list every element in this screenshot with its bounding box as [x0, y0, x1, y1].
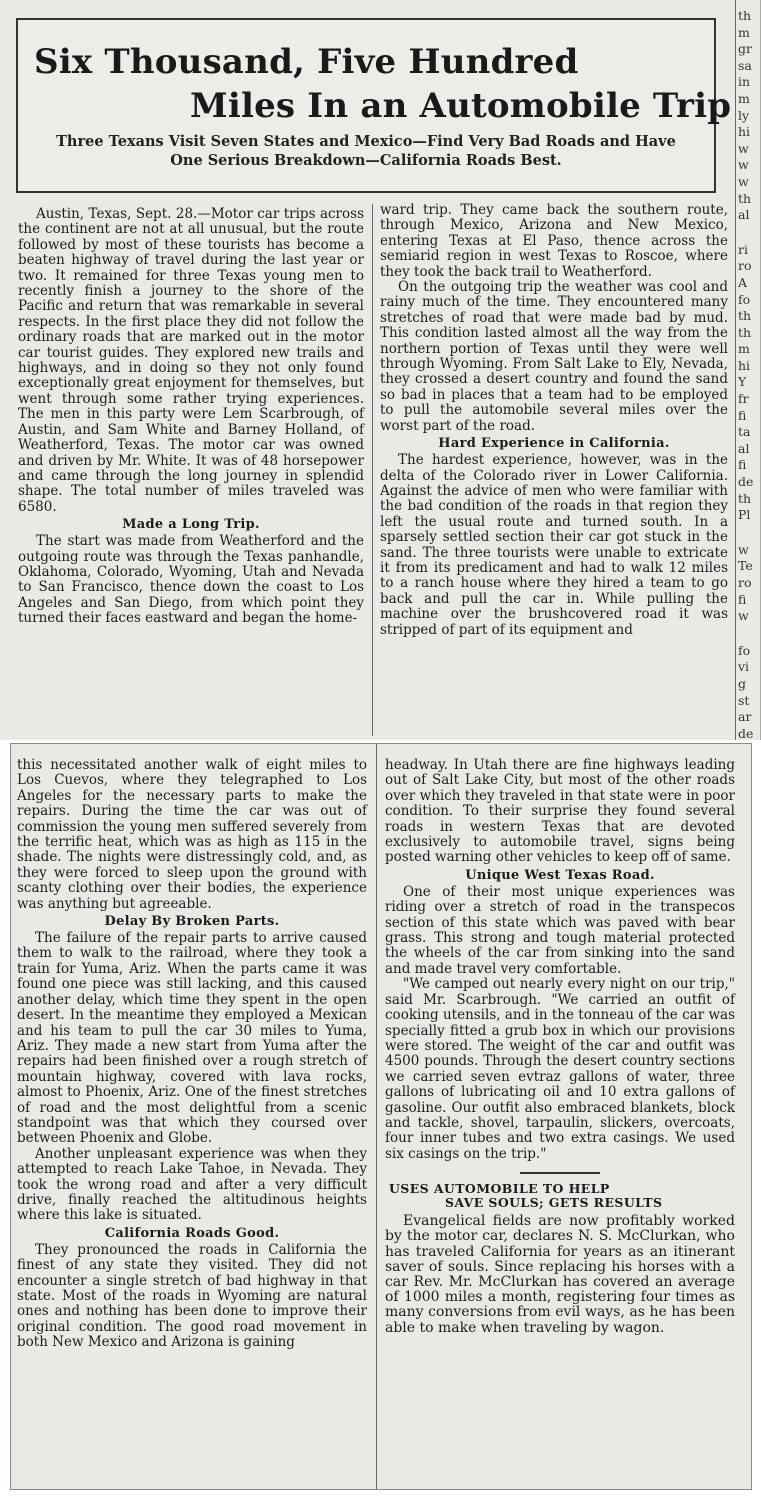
- headline-deck: [28, 132, 704, 170]
- column-rule: [372, 204, 373, 736]
- subhead-unique-west-texas-road: Unique West Texas Road.: [465, 867, 655, 883]
- clipping-top: [0, 0, 761, 740]
- clipping-bottom: [10, 743, 752, 1490]
- subhead-made-long-trip: Made a Long Trip.: [122, 517, 260, 533]
- second-article-headline: [385, 1182, 735, 1210]
- article-paragraph: this necessitated another walk of eight miles to Los Cuevos, where they telegraphed to Los Angeles for the necessary parts to make the repairs. During the time the car was out of commission the young men suffered severely from the terrific heat, which was as high as 115 in the shade. The nights were distressingly cold, and, as they were forced to sleep upon the ground with scanty clothing over their bodies, the experience was anything but agreeable.: [17, 757, 367, 912]
- subhead-california-roads-good: California Roads Good.: [104, 1225, 280, 1241]
- column-rule: [735, 0, 736, 740]
- article-paragraph: One of their most unique experiences was riding over a stretch of road in the transpecos section of this state which was paved with bear grass. This strong and tough material protected the wheels of the car from sinking into the sand and made travel very comfortable.: [385, 883, 735, 977]
- article-paragraph: Another unpleasant experience was when they attempted to reach Lake Tahoe, in Nevada. They took the wrong road and after a very difficult drive, finally reached the altitudinous heights where this lake is situated.: [17, 1145, 367, 1224]
- column-rule: [376, 744, 377, 1489]
- second-headline-line-2: SAVE SOULS; GETS RESULTS: [445, 1195, 663, 1211]
- second-article-body: Evangelical fields are now profitably worked by the motor car, declares N. S. McClurkan, who has traveled California for years as an itinerant saver of souls. Since replacing his horses with a car Rev. Mr. McClurkan has covered an average of 1000 miles a month, registering four times as many conversions from evil ways, as he has been able to make when traveling by wagon.: [385, 1213, 735, 1336]
- column-1: [18, 207, 364, 627]
- article-paragraph: The hardest experience, however, was in the delta of the Colorado river in Lower California. Against the advice of men who were familiar with the bad condition of the roads in that region they left the usual route and turned south. In a sparsely settled section their car got stuck in the sand. The three tourists were unable to extricate it from its predicament and had to walk 12 miles to a ranch house where they hired a team to go back and pull the car in. While pulling the machine over the brushcovered road it was stripped of part of its equipment and: [380, 452, 728, 638]
- column-4: [385, 758, 735, 1336]
- subhead-delay-broken-parts: Delay By Broken Parts.: [104, 914, 280, 930]
- headline-line-1: Six Thousand, Five Hundred: [34, 42, 579, 82]
- article-paragraph: The failure of the repair parts to arrive caused them to walk to the railroad, where they took a train for Yuma, Ariz. When the parts came it was found one piece was still lacking, and this caused another delay, which time they spent in the open desert. In the meantime they employed a Mexican and his team to pull the car 30 miles to Yuma, Ariz. They made a new start from Yuma after the repairs had been finished over a rough stretch of mountain highway, covered with lava rocks, almost to Phoenix, Ariz. One of the finest stretches of road and the most delightful from a scenic standpoint was that which they coursed over between Phoenix and Globe.: [17, 930, 367, 1147]
- article-paragraph: On the outgoing trip the weather was cool and rainy much of the time. They encountered many stretches of road that were made bad by mud. This condition lasted almost all the way from the northern portion of Texas until they were well through Wyoming. From Salt Lake to Ely, Nevada, they crossed a desert country and found the sand so bad in places that a team had to be employed to pull the automobile several miles over the worst part of the road.: [380, 279, 728, 434]
- second-headline-line-1: USES AUTOMOBILE TO HELP: [389, 1181, 610, 1197]
- column-2: [380, 203, 728, 638]
- adjacent-column-fragment: th m gr sa in m ly hi w w w th al ri ro A fo th th m hi Y fr fi ta al fi de th Pl w Te ro fi w fo vi g st ar de: [738, 8, 754, 741]
- article-paragraph: The start was made from Weatherford and the outgoing route was through the Texas panhandle, Oklahoma, Colorado, Wyoming, Utah and Nevada to San Francisco, thence down the coast to Los Angeles and San Diego, from which point they turned their faces eastward and began the home-: [18, 533, 364, 627]
- article-paragraph: ward trip. They came back the southern route, through Mexico, Arizona and New Mexico, entering Texas at El Paso, thence across the semiarid region in west Texas to Roscoe, where they took the back trail to Weatherford.: [380, 202, 728, 280]
- article-paragraph: They pronounced the roads in California the finest of any state they visited. They did not encounter a single stretch of bad highway in that state. Most of the roads in Wyoming are natural ones and nothing has been done to improve their original condition. The good road movement in both New Mexico and Arizona is gaining: [17, 1241, 367, 1351]
- headline-line-2: Miles In an Automobile Trip: [190, 86, 732, 126]
- deck-line-2: One Serious Breakdown—California Roads Best.: [170, 152, 562, 169]
- deck-line-1: Three Texans Visit Seven States and Mexico—Find Very Bad Roads and Have: [56, 133, 676, 150]
- article-paragraph: Austin, Texas, Sept. 28.—Motor car trips across the continent are not at all unusual, but the route followed by most of these tourists has become a beaten highway of travel during the last year or two. It remained for three Texas young men to recently finish a journey to the shore of the Pacific and return that was remarkable in several respects. In the first place they did not follow the ordinary roads that are marked out in the motor car tourist guides. They explored new trails and highways, and in doing so they not only found exceptionally great enjoyment for themselves, but went through some rather trying experiences. The men in this party were Lem Scarbrough, of Austin, and Sam White and Barney Holland, of Weatherford, Texas. The motor car was owned and driven by Mr. White. It was of 48 horsepower and came through the long journey in splendid shape. The total number of miles traveled was 6580.: [18, 206, 364, 515]
- article-paragraph: headway. In Utah there are fine highways leading out of Salt Lake City, but most of the other roads over which they traveled in that state were in poor condition. To their surprise they found several roads in western Texas that are devoted exclusively to automobile travel, signs being posted warning other vehicles to keep off of same.: [385, 757, 735, 866]
- headline-box: [16, 18, 732, 193]
- article-paragraph: "We camped out nearly every night on our trip," said Mr. Scarbrough. "We carried an outfit of cooking utensils, and in the tonneau of the car was specially fitted a grub box in which our provisions were stored. The weight of the car and outfit was 4500 pounds. Through the desert country sections we carried seven evtraz gallons of water, three gallons of lubricating oil and 10 extra gallons of gasoline. Our outfit also embraced blankets, block and tackle, shovel, tarpaulin, slickers, overcoats, four inner tubes and two extra casings. We used six casings on the trip.": [385, 976, 735, 1162]
- column-3: [17, 758, 367, 1351]
- subhead-hard-experience: Hard Experience in California.: [438, 436, 670, 452]
- article-divider: [520, 1172, 600, 1174]
